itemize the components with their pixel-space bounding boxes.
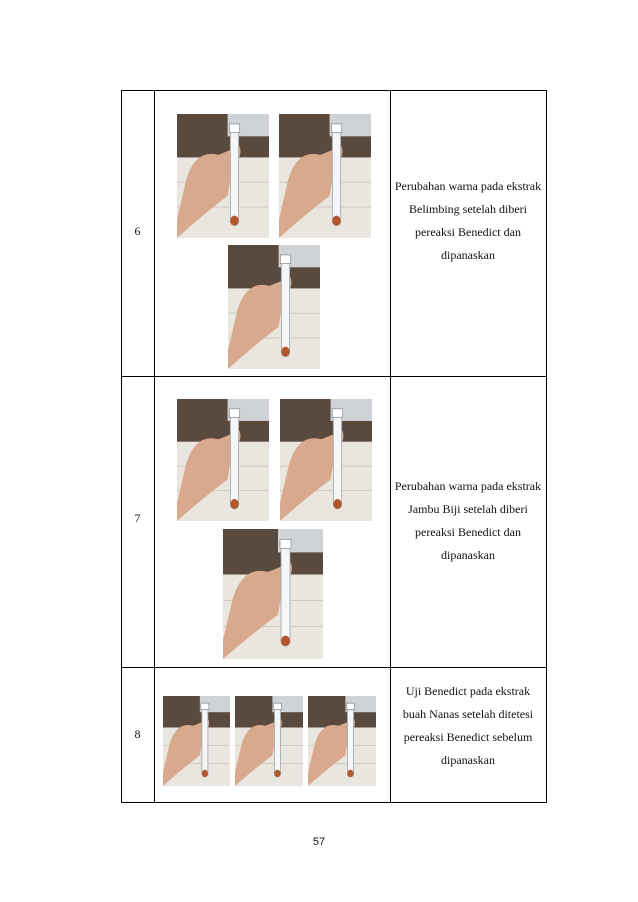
- test-tube-photo: [177, 114, 269, 238]
- sediment: [333, 499, 341, 509]
- sediment: [347, 770, 353, 777]
- tube-cap: [280, 255, 290, 264]
- test-tube: [332, 124, 340, 226]
- tube-cap: [346, 703, 354, 709]
- sediment: [332, 216, 340, 226]
- sediment: [281, 347, 289, 357]
- tube-cap: [229, 409, 239, 418]
- table-row: [121, 667, 546, 803]
- row-number: 8: [134, 727, 141, 741]
- test-tube: [281, 255, 289, 357]
- tube-cap: [331, 124, 341, 133]
- sediment: [202, 770, 208, 777]
- sediment: [281, 636, 290, 646]
- sediment: [230, 216, 238, 226]
- table-row: [121, 376, 546, 668]
- results-table: [121, 90, 546, 802]
- tube-cap: [201, 703, 209, 709]
- test-tube-photo: [177, 399, 269, 521]
- test-tube-photo: [228, 245, 320, 369]
- tube-cap: [280, 539, 291, 548]
- table-border-right: [546, 90, 547, 803]
- tube-cap: [229, 124, 239, 133]
- test-tube: [281, 539, 290, 646]
- row-number: 6: [134, 224, 141, 238]
- test-tube-photo: [163, 696, 230, 786]
- row-description: Perubahan warna pada ekstrak Belimbing setelah diberi pereaksi Benedict dan dipanaskan: [394, 179, 542, 262]
- test-tube-photo: [235, 696, 303, 786]
- test-tube-photo: [308, 696, 376, 786]
- row-description: Perubahan warna pada ekstrak Jambu Biji setelah diberi pereaksi Benedict dan dipanaskan: [394, 479, 542, 562]
- test-tube-photo: [223, 529, 323, 659]
- test-tube: [274, 703, 280, 777]
- page-number: 57: [312, 836, 326, 848]
- test-tube: [230, 409, 238, 509]
- test-tube: [230, 124, 238, 226]
- test-tube: [333, 409, 341, 509]
- test-tube: [202, 703, 208, 777]
- row-description: Uji Benedict pada ekstrak buah Nanas setelah ditetesi pereaksi Benedict sebelum dipanaskan: [402, 684, 534, 767]
- row-number: 7: [134, 511, 141, 525]
- test-tube-photo: [280, 399, 372, 521]
- test-tube: [347, 703, 353, 777]
- sediment: [230, 499, 238, 509]
- table-row: [121, 90, 546, 377]
- tube-cap: [332, 409, 342, 418]
- test-tube-photo: [279, 114, 371, 238]
- tube-cap: [273, 703, 281, 709]
- sediment: [274, 770, 280, 777]
